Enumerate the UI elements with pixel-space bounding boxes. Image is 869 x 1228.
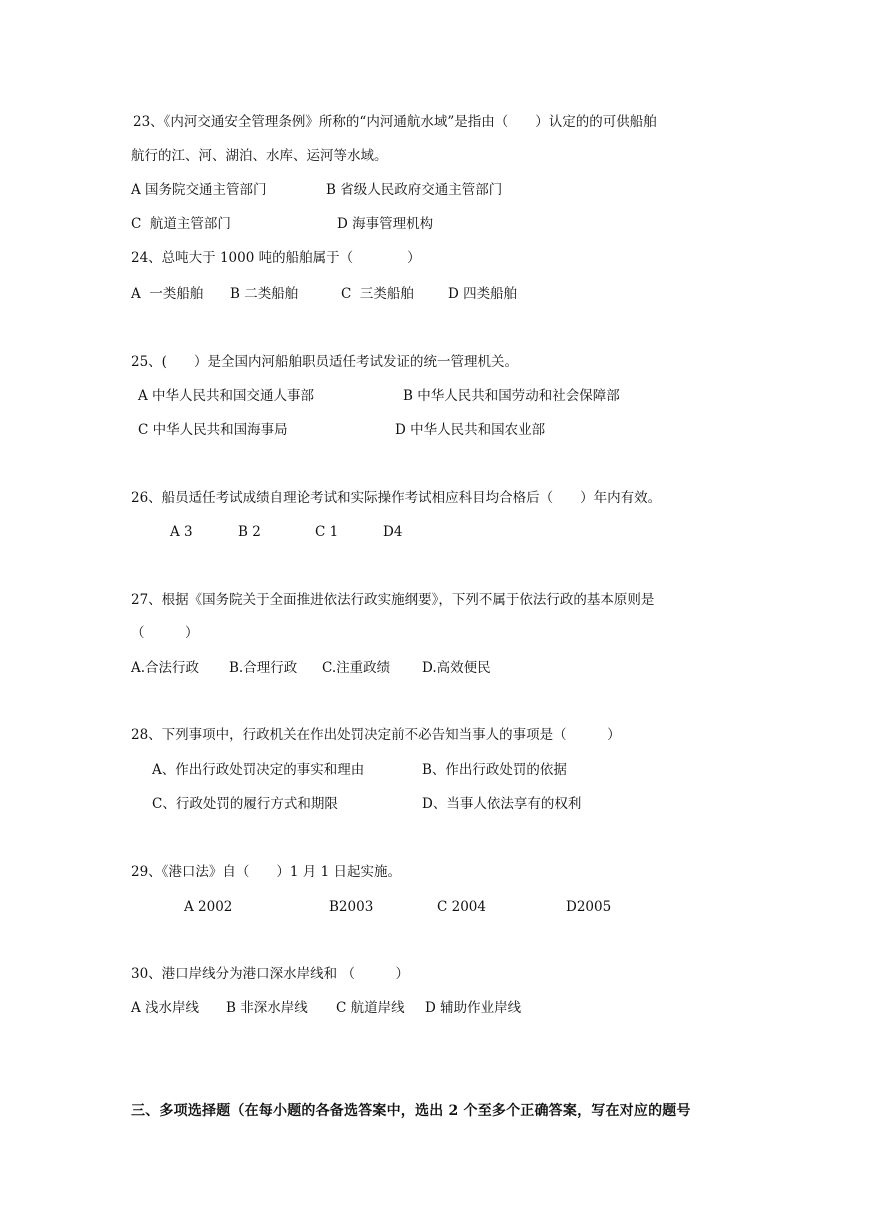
option-a: A.合法行政: [131, 660, 200, 676]
option-b: B 非深水岸线: [226, 1000, 308, 1016]
question-stem: 航行的江、河、湖泊、水库、运河等水域。: [131, 148, 388, 164]
option-a: A 3: [170, 524, 193, 540]
option-d: D、当事人依法享有的权利: [422, 796, 582, 812]
option-d: D 辅助作业岸线: [425, 1000, 522, 1016]
option-c: C 1: [315, 524, 339, 540]
option-b: B、作出行政处罚的依据: [422, 762, 567, 778]
option-c: C 2004: [437, 899, 486, 915]
option-c: C、行政处罚的履行方式和期限: [152, 796, 338, 812]
option-d: D.高效便民: [422, 660, 491, 676]
option-b: B2003: [329, 899, 374, 915]
option-b: B.合理行政: [229, 660, 298, 676]
option-c: C 三类船舶: [341, 286, 414, 302]
option-d: D4: [383, 524, 403, 540]
option-d: D 海事管理机构: [337, 216, 434, 232]
option-c: C.注重政绩: [322, 660, 391, 676]
option-c: C 航道岸线: [336, 1000, 405, 1016]
option-c: C 航道主管部门: [131, 216, 231, 232]
option-d: D 中华人民共和国农业部: [395, 422, 546, 438]
option-c: C 中华人民共和国海事局: [138, 422, 288, 438]
question-stem: 26、船员适任考试成绩自理论考试和实际操作考试相应科目均合格后（ ）年内有效。: [131, 490, 662, 506]
question-stem: 30、港口岸线分为港口深水岸线和 （ ）: [131, 966, 409, 982]
question-stem: 27、根据《国务院关于全面推进依法行政实施纲要》，下列不属于依法行政的基本原则是: [131, 592, 655, 608]
section-heading: 三、多项选择题（在每小题的各备选答案中，选出 2 个至多个正确答案，写在对应的题号: [131, 1103, 691, 1119]
question-stem: 24、总吨大于 1000 吨的船舶属于（ ）: [131, 250, 421, 266]
option-a: A 浅水岸线: [131, 1000, 200, 1016]
option-a: A、作出行政处罚决定的事实和理由: [152, 762, 365, 778]
option-b: B 2: [238, 524, 261, 540]
option-a: A 国务院交通主管部门: [131, 182, 267, 198]
option-d: D 四类船舶: [448, 286, 518, 302]
option-b: B 中华人民共和国劳动和社会保障部: [403, 388, 620, 404]
option-b: B 二类船舶: [230, 286, 299, 302]
option-b: B 省级人民政府交通主管部门: [326, 182, 503, 198]
option-d: D2005: [566, 899, 612, 915]
question-stem: 28、下列事项中，行政机关在作出处罚决定前不必告知当事人的事项是（ ）: [131, 727, 621, 743]
question-stem: （ ）: [131, 625, 199, 641]
question-stem: 29、《港口法》自（ ）1 月 1 日起实施。: [131, 864, 401, 880]
option-a: A 一类船舶: [131, 286, 204, 302]
option-a: A 中华人民共和国交通人事部: [138, 388, 315, 404]
question-stem: 25、( ）是全国内河船舶职员适任考试发证的统一管理机关。: [131, 354, 518, 370]
question-stem: 23、《内河交通安全管理条例》所称的“内河通航水域”是指由（ ）认定的的可供船舶: [133, 114, 657, 130]
option-a: A 2002: [184, 899, 233, 915]
